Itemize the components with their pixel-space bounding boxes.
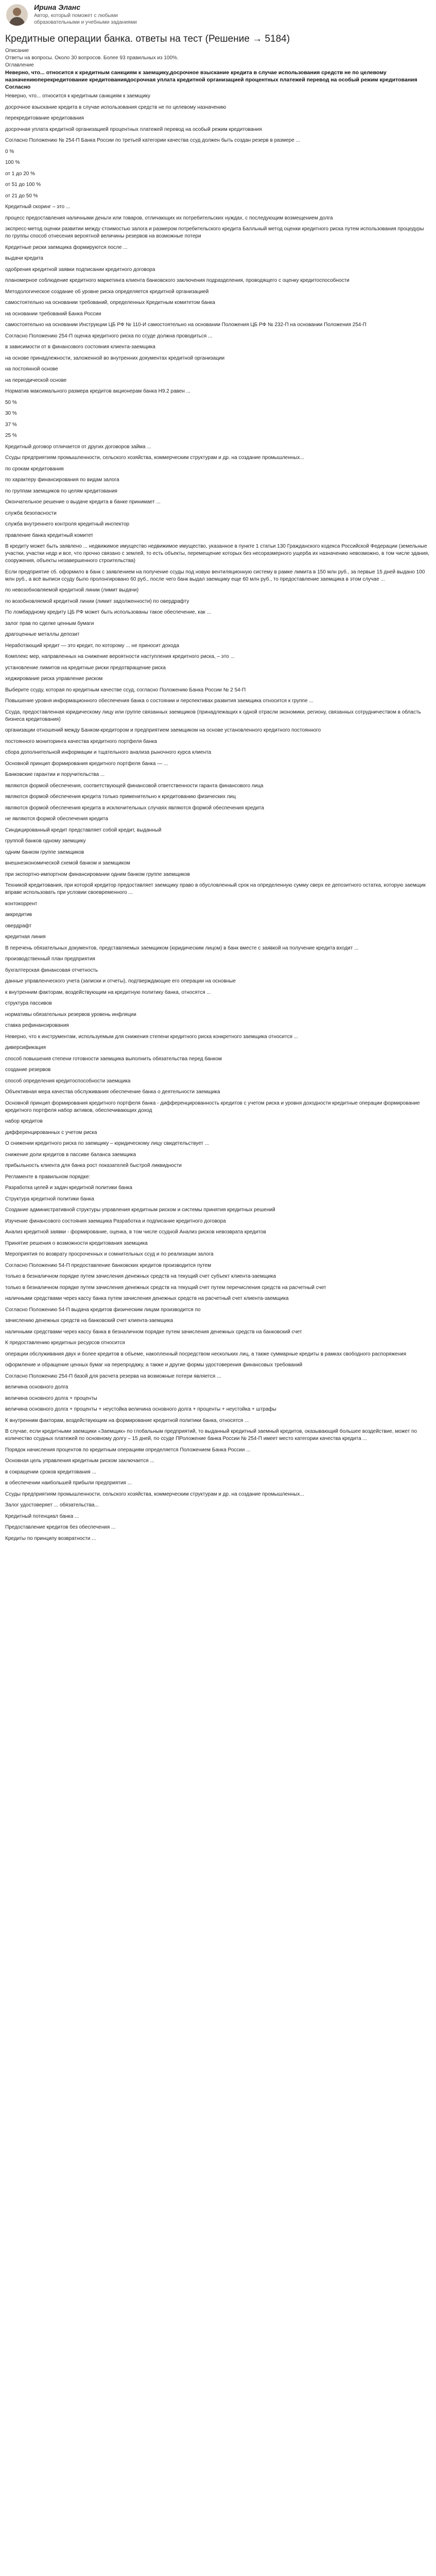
content-line: прибыльность клиента для банка рост показателей быстрой ликвидности — [5, 1163, 182, 1168]
toc-label: Оглавление — [5, 62, 34, 68]
content-line: в зависимости от в финансового состояния клиента-заемщика — [5, 344, 155, 350]
content-line: самостоятельно на основании требований, определенных Кредитным комитетом банка — [5, 300, 215, 306]
content-line: Кредитные риски заемщика формируются после ... — [5, 244, 128, 250]
content-line: Неработающий кредит — это кредит, по которому ... не приносит дохода — [5, 642, 179, 649]
content-line: Анализ кредитной заявки - формирование, оценка, в том числе ссудной Анализ рисков невозврата кредитов — [5, 1229, 266, 1235]
content-line: наличными средствами через кассу банка путем зачисления денежных средств на расчетный счет клиента-заемщика — [5, 1296, 289, 1301]
content-line: досрочная уплата кредитной организацией процентных платежей перевод на особый режим кредитования — [5, 126, 262, 132]
content-line: Кредиты по принципу возвратности ... — [5, 1535, 96, 1541]
content-line: В перечень обязательных документов, представляемых заемщиком (юридическим лицом) в банк вместе с заявкой на получение кредита входит ... — [5, 945, 359, 951]
content-line: экспресс-метод оценки развитии между стоимостью залога и размером потребительского кредита Балльный метод оценки кредитного риска путем использования процедуры по группы способ отнесения вероятной величины резервов на возможные потери — [5, 226, 424, 239]
content-line: Согласно Положению 54-П предоставление банковских кредитов производится путем — [5, 1262, 212, 1268]
author-description: Автор, который поможет с любыми образовательными и учебными заданиями — [34, 13, 137, 25]
content-line: диверсификация — [5, 1045, 46, 1050]
content-line: Согласно Положению 254-П базой для расчета резерва на возможные потери является ... — [5, 1373, 221, 1379]
content-line: ставка рефинансирования — [5, 1023, 69, 1028]
content-line: служба безопасности — [5, 510, 57, 516]
content-line: Банковские гарантии и поручительства ... — [5, 772, 105, 777]
toc-text: Неверно, что... относится к кредитным санкциям к заемщику,досрочное взыскание кредита в случае использования средств не по целевому назначениюперекредитование кредитованиядосрочная уплата кредитной организацией процентных платежей перевод на особый режим кредитования Согласно — [5, 70, 417, 90]
content-line: снижение доли кредитов в пассиве баланса заемщика — [5, 1151, 136, 1158]
content-line: Основная цель управления кредитным риском заключается ... — [5, 1458, 154, 1464]
page-title: Кредитные операции банка. ответы на тест (Решение → 5184) — [5, 33, 290, 44]
content-line: хеджирование риска управление риском — [5, 676, 103, 682]
content-line: Синдицированный кредит представляет собой кредит, выданный — [5, 827, 162, 833]
content-line: 100 % — [5, 160, 20, 165]
content-line: овердрафт — [5, 923, 32, 929]
content-line: на периодической основе — [5, 377, 67, 383]
content-line: способ определения кредитоспособности заемщика — [5, 1078, 131, 1084]
content-line: организации отношений между Банком-кредитором и предприятием заемщиком на основе установленного кредитного постоянного — [5, 727, 321, 733]
content-line: внешнеэкономической схемой банком и заемщиком — [5, 860, 130, 866]
content-line: 0 % — [5, 148, 14, 155]
content-line: драгоценные металлы депозит — [5, 632, 80, 637]
content-line: в обеспечении наибольшей прибыли предприятия ... — [5, 1480, 132, 1486]
content-line: способ повышения степени готовности заемщика выполнить обязательства перед банком — [5, 1056, 222, 1062]
content-line: Изучение финансового состояния заемщика Разработка и подписание кредитного договора — [5, 1218, 226, 1224]
content-line: одним банком группе заемщиков — [5, 849, 84, 855]
content-line: на основе принадлежности, заложенной во внутренних документах кредитной организации — [5, 355, 225, 361]
content-line: Окончательное решение о выдаче кредита в банке принимает ... — [5, 499, 161, 505]
content-line: По ломбардному кредиту ЦБ РФ может быть использованы такое обеспечение, как ... — [5, 609, 211, 615]
content-line: нормативы обязательных резервов уровень инфляции — [5, 1011, 136, 1018]
content-line: выдачи кредита — [5, 256, 43, 261]
content-line: Неверно, что к инструментам, используемым для снижения степени кредитного риска конкретного заемщика относится ... — [5, 1033, 299, 1040]
content-line: залог прав по сделке ценным бумаги — [5, 620, 94, 626]
content-line: при экспортно-импортном финансировании одним банком группе заемщиков — [5, 871, 190, 877]
content-line: Кредитный договор отличается от других договоров займа ... — [5, 444, 151, 450]
avatar-head-shape — [13, 8, 21, 16]
description-text: Ответы на вопросы. Около 30 вопросов. Более 93 правильных из 100%. — [5, 55, 179, 61]
content-line: создание резервов — [5, 1067, 51, 1073]
content-line: планомерное соблюдение кредитного маркетинга клиента банковского заключения подразделения, проводящего с оценку кредитоспособности — [5, 278, 350, 283]
description-label: Описание — [5, 48, 29, 54]
content-line: аккредитив — [5, 912, 32, 918]
content-line: Неверно, что... относится к кредитным санкциям к заемщику — [5, 93, 151, 99]
content-line: Повышение уровня информационного обеспечения банка о состоянии и перспективах развития заемщика относится к группе ... — [5, 698, 313, 704]
content-line: от 21 до 50 % — [5, 193, 38, 199]
content-line: только в безналичном порядке путем зачисления денежных средств на текущий счет путем перечисления средств на расчетный счет — [5, 1284, 326, 1291]
content-line: О снижении кредитного риска по заемщику – юридическому лицу свидетельствует ... — [5, 1141, 210, 1146]
content-line: Регламенте в правильном порядке: — [5, 1174, 91, 1180]
content-line: сбора дополнительной информации и тщательного анализа рыночного курса клиента — [5, 750, 212, 755]
content-line: процесс предоставления наличными деньги или товаров, отличающих их потребительских нуждах, с последующим возмещением долга — [5, 215, 333, 221]
author-avatar[interactable] — [6, 4, 28, 26]
content-line: Методологическое создание об уровне риска определяется кредитной организацией — [5, 289, 209, 295]
content-line: Разработка целей и задач кредитной политики банка — [5, 1185, 132, 1191]
content-line: данные управленческого учета (записки и отчеты), подтверждающие его операции на основные — [5, 978, 236, 984]
content-line: группой банков одному заемщику — [5, 838, 86, 844]
content-line: являются формой обеспечения кредита только применительно к кредитованию физических лиц — [5, 794, 236, 800]
content-line: к внутренним факторам, воздействующим на кредитную политику банка, относятся ... — [5, 989, 211, 995]
content-line: Залог удостоверяет ... обязательства... — [5, 1502, 99, 1508]
content-line: по возобновляемой кредитной линии (лимит задолженности) по овердрафту — [5, 598, 189, 604]
content-line: 25 % — [5, 433, 17, 438]
question-list — [0, 91, 436, 1543]
content-line: структура пассивов — [5, 1001, 52, 1006]
content-line: Основной принцип формирования кредитного портфеля банка — ... — [5, 760, 168, 767]
content-line: служба внутреннего контроля кредитный инспектор — [5, 521, 130, 527]
content-line: набор кредитов — [5, 1118, 43, 1124]
author-header — [0, 0, 436, 31]
content-line: досрочное взыскание кредита в случае использования средств не по целевому назначению — [5, 104, 226, 110]
content-line: Согласно Положению 254-П оценка кредитного риска по ссуде должна проводиться ... — [5, 333, 213, 339]
content-line: Мероприятия по возврату просроченных и сомнительных ссуд и по реализации залога — [5, 1251, 214, 1257]
content-line: величина основного долга — [5, 1384, 68, 1390]
content-line: 50 % — [5, 399, 17, 405]
content-line: бухгалтерская финансовая отчетность — [5, 967, 98, 973]
content-line: на постоянной основе — [5, 366, 58, 372]
content-line: Комплекс мер, направленных на снижение вероятности наступления кредитного риска, – это ... — [5, 654, 235, 659]
content-line: Техникой кредитования, при которой кредитор предоставляет заемщику право в обусловленный срок на определенную сумму сверх ее депозитного остатка, которую заемщик вправе использовать при условии своевременного ... — [5, 883, 426, 895]
content-line: являются формой обеспечения, соответствующей финансовой ответственности гаранта финансового лица — [5, 783, 264, 789]
content-line: правление банка кредитный комитет — [5, 532, 94, 538]
content-line: по группам заемщиков по целям кредитования — [5, 488, 117, 494]
content-line: К внутренним факторам, воздействующим на формирование кредитной политики банка, относятся ... — [5, 1417, 249, 1423]
content-line: кредитная линия — [5, 934, 46, 940]
content-line: Согласно Положению 54-П выдача кредитов физическим лицам производится по — [5, 1307, 201, 1313]
content-line: оформление и обращение ценных бумаг на перепродажу, а также и другие формы удостоверения финансовых требований — [5, 1362, 303, 1368]
content-line: Создание административной структуры управления кредитным риском и системы принятия кредитных решений — [5, 1207, 275, 1213]
content-line: величина основного долга + проценты — [5, 1395, 97, 1401]
content-line: наличными средствами через кассу банка в безналичном порядке путем зачисления денежных средств на банковский счет — [5, 1329, 302, 1335]
content-line: по невозобновляемой кредитной линии (лимит выдачи) — [5, 587, 139, 593]
content-line: величина основного долга + проценты + неустойка величина основного долга + проценты + неустойка + штрафы — [5, 1406, 276, 1412]
content-line: являются формой обеспечения кредита в исключительных случаях являются формой обеспечения кредита — [5, 805, 264, 811]
content-line: Основной принцип формирования кредитного портфеля банка - дифференцированность кредитов с учетом риска и уровня доходности кредитные операции формирование кредитного портфеля набор активов, обеспечивающих доход — [5, 1100, 420, 1113]
content-line: Кредитный скоринг – это ... — [5, 204, 71, 210]
content-line: Принятие решения о возможности кредитования заемщика — [5, 1240, 148, 1246]
content-line: дифференцированных с учетом риска — [5, 1129, 97, 1136]
content-line: по характеру финансирования по видам залога — [5, 477, 119, 483]
content-line: самостоятельно на основании Инструкции ЦБ РФ № 110-И самостоятельно на основании Положения ЦБ РФ № 232-П на основании Положения 254-П — [5, 322, 367, 328]
content-line: постоянного мониторинга качества кредитного портфеля банка — [5, 738, 157, 744]
content-line: Норматив максимального размера кредитов акционерам банка Н9.2 равен ... — [5, 388, 191, 394]
content-line: производственный план предприятия — [5, 956, 95, 962]
content-line: Структура кредитной политики банка — [5, 1196, 94, 1202]
content-line: контокоррент — [5, 901, 38, 907]
content-line: установление лимитов на кредитные риски предотвращение риска — [5, 665, 166, 671]
content-line: В случае, если кредитными заемщики «Заемщик» по глобальным предприятий, то выданный кредитный заемный кредитов, оказывающий большее воздействие, может по количество ссудных платежей по основному долгу – 15 дней, по ссуде ПРоложение банка России № 254-П имеет место категории качества кредита ... — [5, 1429, 417, 1442]
content-line: Порядок начисления процентов по кредитным операциям определяется Положением Банка России ... — [5, 1447, 251, 1453]
content-line: в сокращении сроков кредитования ... — [5, 1469, 96, 1475]
content-line: только в безналичном порядке путем зачисления денежных средств на текущий счет субъект клиента-заемщика — [5, 1274, 276, 1279]
content-line: Если предприятие сб. оформило в банк с заявлением на получение ссуды под новую вентиляционную систему в рамке лимита в 150 млн руб., за первые 15 дней выдано 100 млн руб., а всё выписи ссуду было пролонгировано 60 руб., после чего банк выдал заемщику еще 60 млн руб., то предоставление заемщика в этом случае ... — [5, 569, 425, 582]
content-line: В кредиту может быть заявлено ... недвижимое имущество недвижимое имущество, указанное в пункте 1 статьи 130 Гражданского кодекса Российской Федерации (земельные участки, участки недр и все, что прочно связано с землей, то есть объекты, перемещение которых без несоразмерного ущерба их назначению невозможно, в том числе здания, сооружения, объекты незавершенного строительства) — [5, 544, 429, 564]
content-line: одобрения кредитной заявки подписании кредитного договора — [5, 266, 155, 273]
content-line: Кредитный потенциал банка ... — [5, 1513, 79, 1519]
content-line: Объективная мера качества обслуживания обеспечение банка о деятельности заемщика — [5, 1089, 220, 1095]
content-line: Согласно Положению № 254-П Банка России по третьей категории качества ссуд должен быть создан резерв в размере ... — [5, 138, 300, 143]
content-line: К предоставлению кредитных ресурсов относится — [5, 1340, 125, 1346]
content-line: на основании требований Банка России — [5, 311, 101, 317]
content-line: 30 % — [5, 411, 17, 416]
author-name[interactable]: Ирина Эланс — [34, 3, 81, 11]
content-line: 37 % — [5, 421, 17, 428]
avatar-body-shape — [9, 17, 25, 26]
content-line: по срокам кредитования — [5, 466, 64, 472]
content-line: не являются формой обеспечения кредита — [5, 816, 108, 822]
content-line: Выберите ссуду, которая по кредитным качестве ссуд, согласно Положению Банка России № 2 54-П — [5, 687, 246, 693]
content-line: от 1 до 20 % — [5, 171, 36, 177]
content-line: зачислению денежных средств на банковский счет клиента-заемщика — [5, 1318, 173, 1324]
content-line: операции обслуживания двух и более кредитов в объеме, накопленный посредством нескольких лиц, а также суммарные кредиты в рамках свободного распоряжения — [5, 1351, 407, 1357]
content-line: Предоставление кредитов без обеспечения ... — [5, 1524, 116, 1530]
content-line: Ссуды предприятиям промышленности, сельского хозяйства, коммерческим структурам и др. на создание промышленных... — [5, 1491, 304, 1497]
content-line: перекредитование кредитования — [5, 115, 84, 121]
content-line: от 51 до 100 % — [5, 182, 41, 188]
content-line: Ссуды предприятиям промышленности, сельского хозяйства, коммерческим структурам и др. на создание промышленных... — [5, 455, 304, 461]
content-line: Ссуда, предоставленная юридическому лицу или группе связанных заемщиков (принадлежащих к одной отрасли экономики, региону, связанных сотрудничеством в область бизнеса кредитования) — [5, 709, 421, 722]
